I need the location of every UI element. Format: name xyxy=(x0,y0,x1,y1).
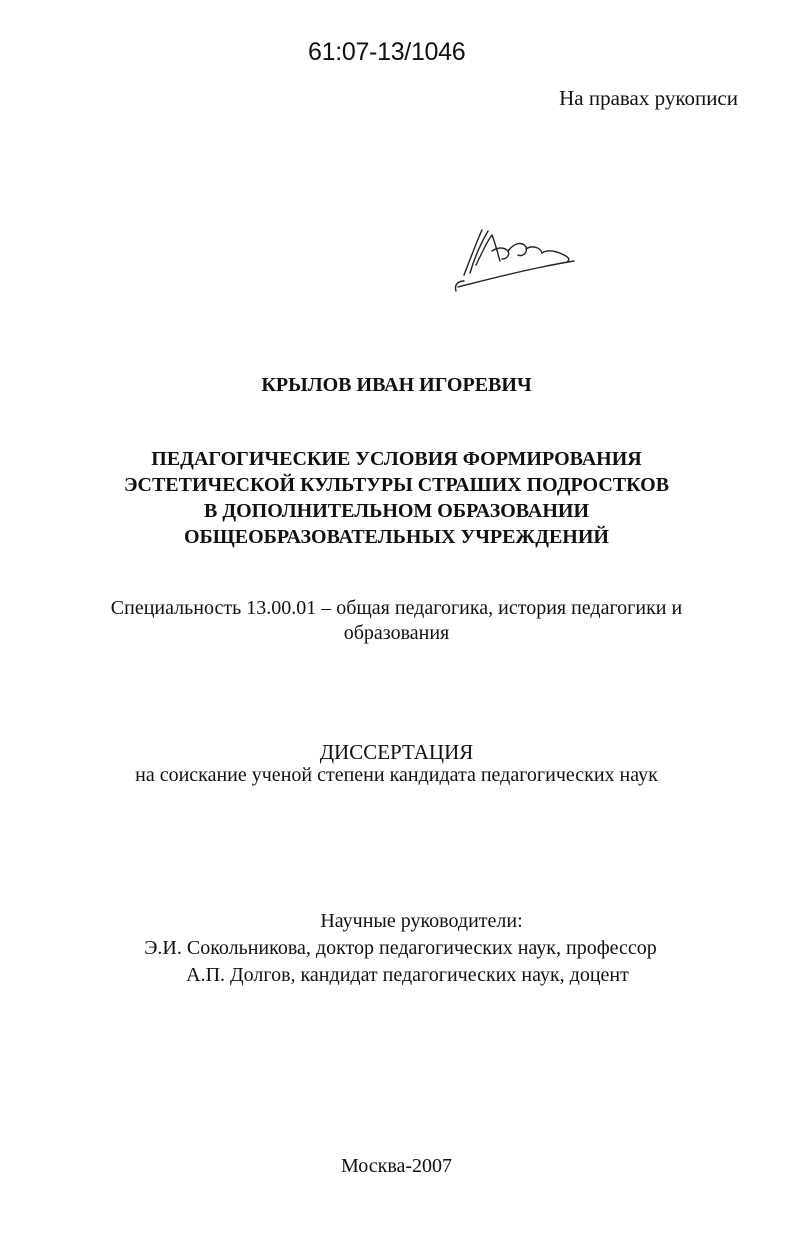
city-year: Москва-2007 xyxy=(340,1155,453,1177)
title-line: ПЕДАГОГИЧЕСКИЕ УСЛОВИЯ ФОРМИРОВАНИЯ xyxy=(151,448,642,470)
dissertation-title xyxy=(0,446,793,550)
title-line: В ДОПОЛНИТЕЛЬНОМ ОБРАЗОВАНИИ xyxy=(203,500,589,522)
supervisor-item: Э.И. Сокольникова, доктор педагогических наук, профессор xyxy=(144,937,657,959)
dissertation-purpose: на соискание ученой степени кандидата педагогических наук xyxy=(135,764,658,786)
dissertation-type: ДИССЕРТАЦИЯ xyxy=(319,740,474,764)
specialty-line: образования xyxy=(343,622,450,644)
title-line: ЭСТЕТИЧЕСКОЙ КУЛЬТУРЫ СТРАШИХ ПОДРОСТКОВ xyxy=(123,474,670,496)
title-line: ОБЩЕОБРАЗОВАТЕЛЬНЫХ УЧРЕЖДЕНИЙ xyxy=(184,526,609,548)
supervisors-label: Научные руководители: xyxy=(320,910,523,932)
specialty-line: Специальность 13.00.01 – общая педагогика, история педагогики и xyxy=(110,597,683,619)
supervisors xyxy=(0,908,793,989)
rights-note: На правах рукописи xyxy=(559,86,738,110)
supervisor-item: А.П. Долгов, кандидат педагогических наук, доцент xyxy=(186,964,629,986)
signature-image xyxy=(452,225,577,295)
specialty xyxy=(0,596,793,646)
catalog-code: 61:07-13/1046 xyxy=(308,38,466,66)
author-name: КРЫЛОВ ИВАН ИГОРЕВИЧ xyxy=(261,374,532,396)
